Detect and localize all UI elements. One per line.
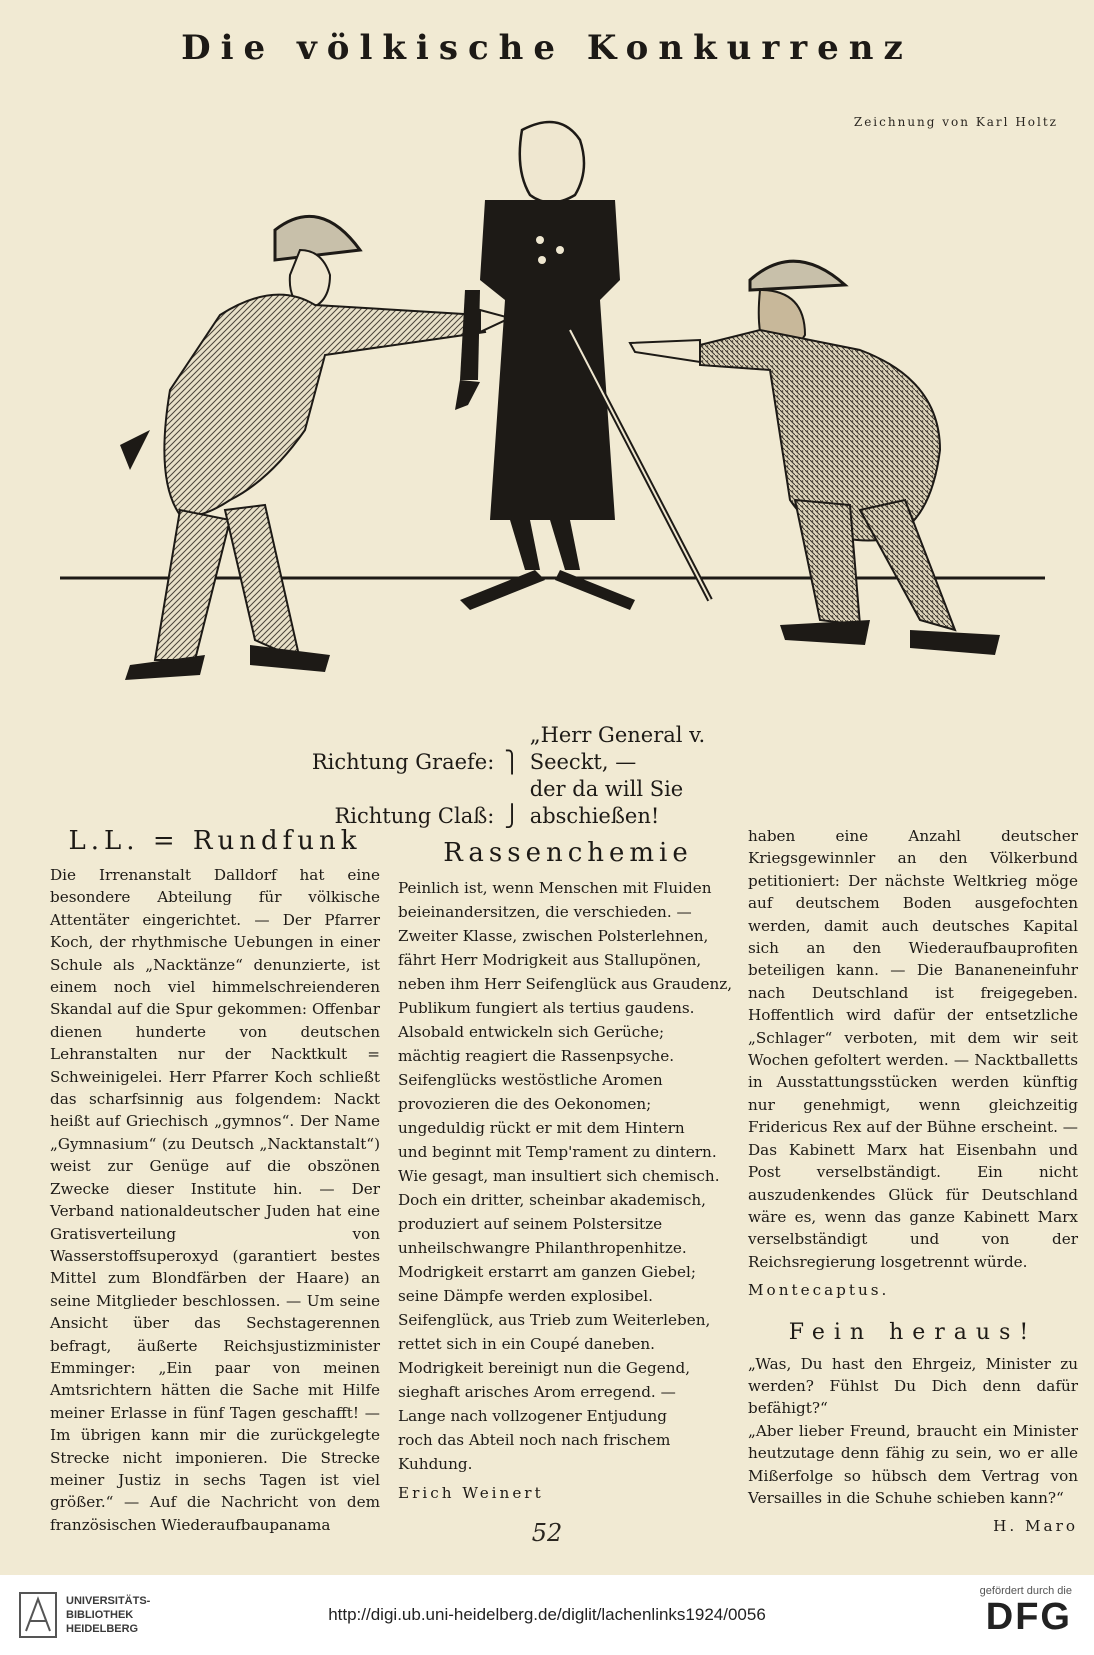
article-continuation: haben eine Anzahl deutscher Kriegsgewinnler an den Völkerbund petitioniert: Der nächste Weltkrieg möge auf deutschem Boden ausgefochten werden, damit auch deutsches Kapital sich an den Wiederaufbauprofiten beteiligen kann. — Die Bananeneinfuhr nach Deutschland ist freigegeben. Hoffentlich wird dafür der entsetzliche „Schlager“ verboten, mit dem wir seit Wochen gefoltert werden. — Nacktballetts in Ausstattungsstücken werden künftig nur genehmigt, wenn gleichzeitig Fridericus Rex auf der Bühne erscheint. — Das Kabinett Marx hat Eisenbahn und Post verselbständigt. Ein nicht auszudenkendes Glück für Deutschland wäre es, wenn das ganze Kabinett Marx verselbständigt und von der Reichsregierung losgetrennt würde. — [748, 827, 1078, 1271]
poem-line: Peinlich ist, wenn Menschen mit Fluiden — [398, 879, 712, 897]
poem-line: seine Dämpfe werden explosibel. — [398, 1287, 653, 1305]
article-body-rundfunk: Die Irrenanstalt Dalldorf hat eine besondere Abteilung für völkische Attentäter eingerichtet. — Der Pfarrer Koch, der rhythmische Uebungen in einer Schule als „Nacktänze“ denunzierte, ist einem noch viel himmelschreienderen Skandal auf die Spur gekommen: Offenbar dienen hunderte von deutschen Lehranstalten nur der Nacktkult = Schweinigelei. Herr Pfarrer Koch schließt das scharfsinnig aus folgendem: Nackt heißt auf Griechisch „gymnos“. Der Name „Gymnasium“ (zu Deutsch „Nacktanstalt“) weist zur Genüge auf die obszönen Zwecke dieser Institute hin. — Der Verband nationaldeutscher Juden hat eine Gratisverteilung von Wasserstoffsuperoxyd (garantiert bestes Mittel zum Blondfärben der Haare) an seine Mitglieder beschlossen. — Um seine Ansicht über das Sechstagerennen befragt, äußerte Reichsjustizminister Emminger: „Ein paar von meinen Amtsrichtern hätten die Sache mit Hilfe meiner Erlasse in fünf Tagen geschafft! — Im übrigen kann mir die zurückgelegte Strecke nicht imponieren. Die Strecke meiner Justiz in sechs Tagen ist viel größer.“ — Auf die Nachricht von dem französischen Wiederaufbaupanama — [50, 866, 380, 1534]
figure-left-helmet — [120, 216, 510, 680]
caption-brace: ⎫ — [504, 750, 520, 774]
poem-line: produziert auf seinem Polstersitze — [398, 1215, 663, 1233]
poem-line: neben ihm Herr Seifenglück aus Graudenz, — [398, 975, 733, 993]
caption-label-graefe: Richtung Graefe: — [311, 750, 495, 774]
caption-text-line2: der da will Sie abschießen! — [529, 777, 684, 828]
poem-line: sieghaft arisches Arom erregend. — — [398, 1383, 676, 1401]
sponsor-block — [980, 1585, 1072, 1637]
caption-label-class: Richtung Claß: — [334, 804, 495, 828]
poem-line: Modrigkeit erstarrt am ganzen Giebel; — [398, 1263, 696, 1281]
institution-line3: HEIDELBERG — [66, 1623, 139, 1635]
cartoon-caption — [0, 722, 1094, 830]
figure-right-swastika-helmet — [630, 261, 1000, 655]
poem-line: Doch ein dritter, scheinbar akademisch, — [398, 1191, 706, 1209]
article-title-fein-heraus: Fein heraus! — [788, 1319, 1038, 1345]
signature-maro: H. Maro — [993, 1517, 1078, 1536]
column-rundfunk — [50, 826, 380, 1536]
article-title-rundfunk: L.L. = Rundfunk — [68, 826, 362, 856]
poem-line: Modrigkeit bereinigt nun die Gegend, — [398, 1359, 691, 1377]
illustration-credit: Zeichnung von Karl Holtz — [853, 115, 1058, 129]
poem-line: und beginnt mit Temp'rament zu dintern. — [398, 1143, 717, 1161]
poem-line: Zweiter Klasse, zwischen Polsterlehnen, — [398, 927, 709, 945]
poem-line: roch das Abteil noch nach frischem Kuhdung. — [398, 1431, 671, 1473]
caption-brace: ⎭ — [504, 804, 520, 828]
column-rassenchemie — [398, 838, 738, 1504]
signature-montecaptus: Montecaptus. — [748, 1281, 890, 1300]
library-footer — [0, 1575, 1094, 1655]
dialogue-paragraph-2: „Aber lieber Freund, braucht ein Minister heutzutage denn fähig zu sein, wo er alle Mißerfolge so hübsch dem Vertrag von Versailles in die Schuhe schieben kann?“ — [748, 1421, 1078, 1507]
poem-lines — [398, 876, 738, 1476]
signature-weinert: Erich Weinert — [398, 1484, 544, 1502]
dialogue-paragraph-1: „Was, Du hast den Ehrgeiz, Minister zu werden? Fühlst Du Dich denn dafür befähigt?“ — [748, 1354, 1078, 1418]
column-right — [748, 825, 1078, 1538]
poem-line: Wie gesagt, man insultiert sich chemisch. — [398, 1167, 720, 1185]
article-title-rassenchemie: Rassenchemie — [443, 838, 693, 868]
sponsor-label: gefördert durch die — [979, 1585, 1072, 1597]
digital-object-url[interactable]: http://digi.ub.uni-heidelberg.de/diglit/lachenlinks1924/0056 — [328, 1605, 766, 1624]
poem-line: Alsobald entwickeln sich Gerüche; — [398, 1023, 665, 1041]
cartoon-illustration — [60, 100, 1060, 710]
poem-line: unheilschwangre Philanthropenhitze. — [398, 1239, 687, 1257]
dfg-logo: DFG — [985, 1596, 1072, 1638]
poem-line: fährt Herr Modrigkeit aus Stallupönen, — [398, 951, 702, 969]
poem-line: Lange nach vollzogener Entjudung — [398, 1407, 668, 1425]
page-title: Die völkische Konkurrenz — [181, 28, 913, 68]
poem-line: rettet sich in ein Coupé daneben. — [398, 1335, 656, 1353]
poem-line: beieinandersitzen, die verschieden. — — [398, 903, 692, 921]
caption-text-line1: „Herr General v. Seeckt, — — [529, 723, 706, 774]
poem-line: mächtig reagiert die Rassenpsyche. — [398, 1047, 675, 1065]
poem-line: ungeduldig rückt er mit dem Hintern — [398, 1119, 685, 1137]
poem-line: Publikum fungiert als tertius gaudens. — [398, 999, 695, 1017]
poem-line: Seifenglücks westöstliche Aromen — [398, 1071, 663, 1089]
page-number: 52 — [531, 1519, 563, 1547]
poem-line: provozieren die des Oekonomen; — [398, 1095, 652, 1113]
poem-line: Seifenglück, aus Trieb zum Weiterleben, — [398, 1311, 711, 1329]
institution-line2: BIBLIOTHEK — [66, 1609, 134, 1621]
figure-center-general — [455, 122, 710, 610]
institution-line1: UNIVERSITÄTS- — [66, 1595, 151, 1607]
